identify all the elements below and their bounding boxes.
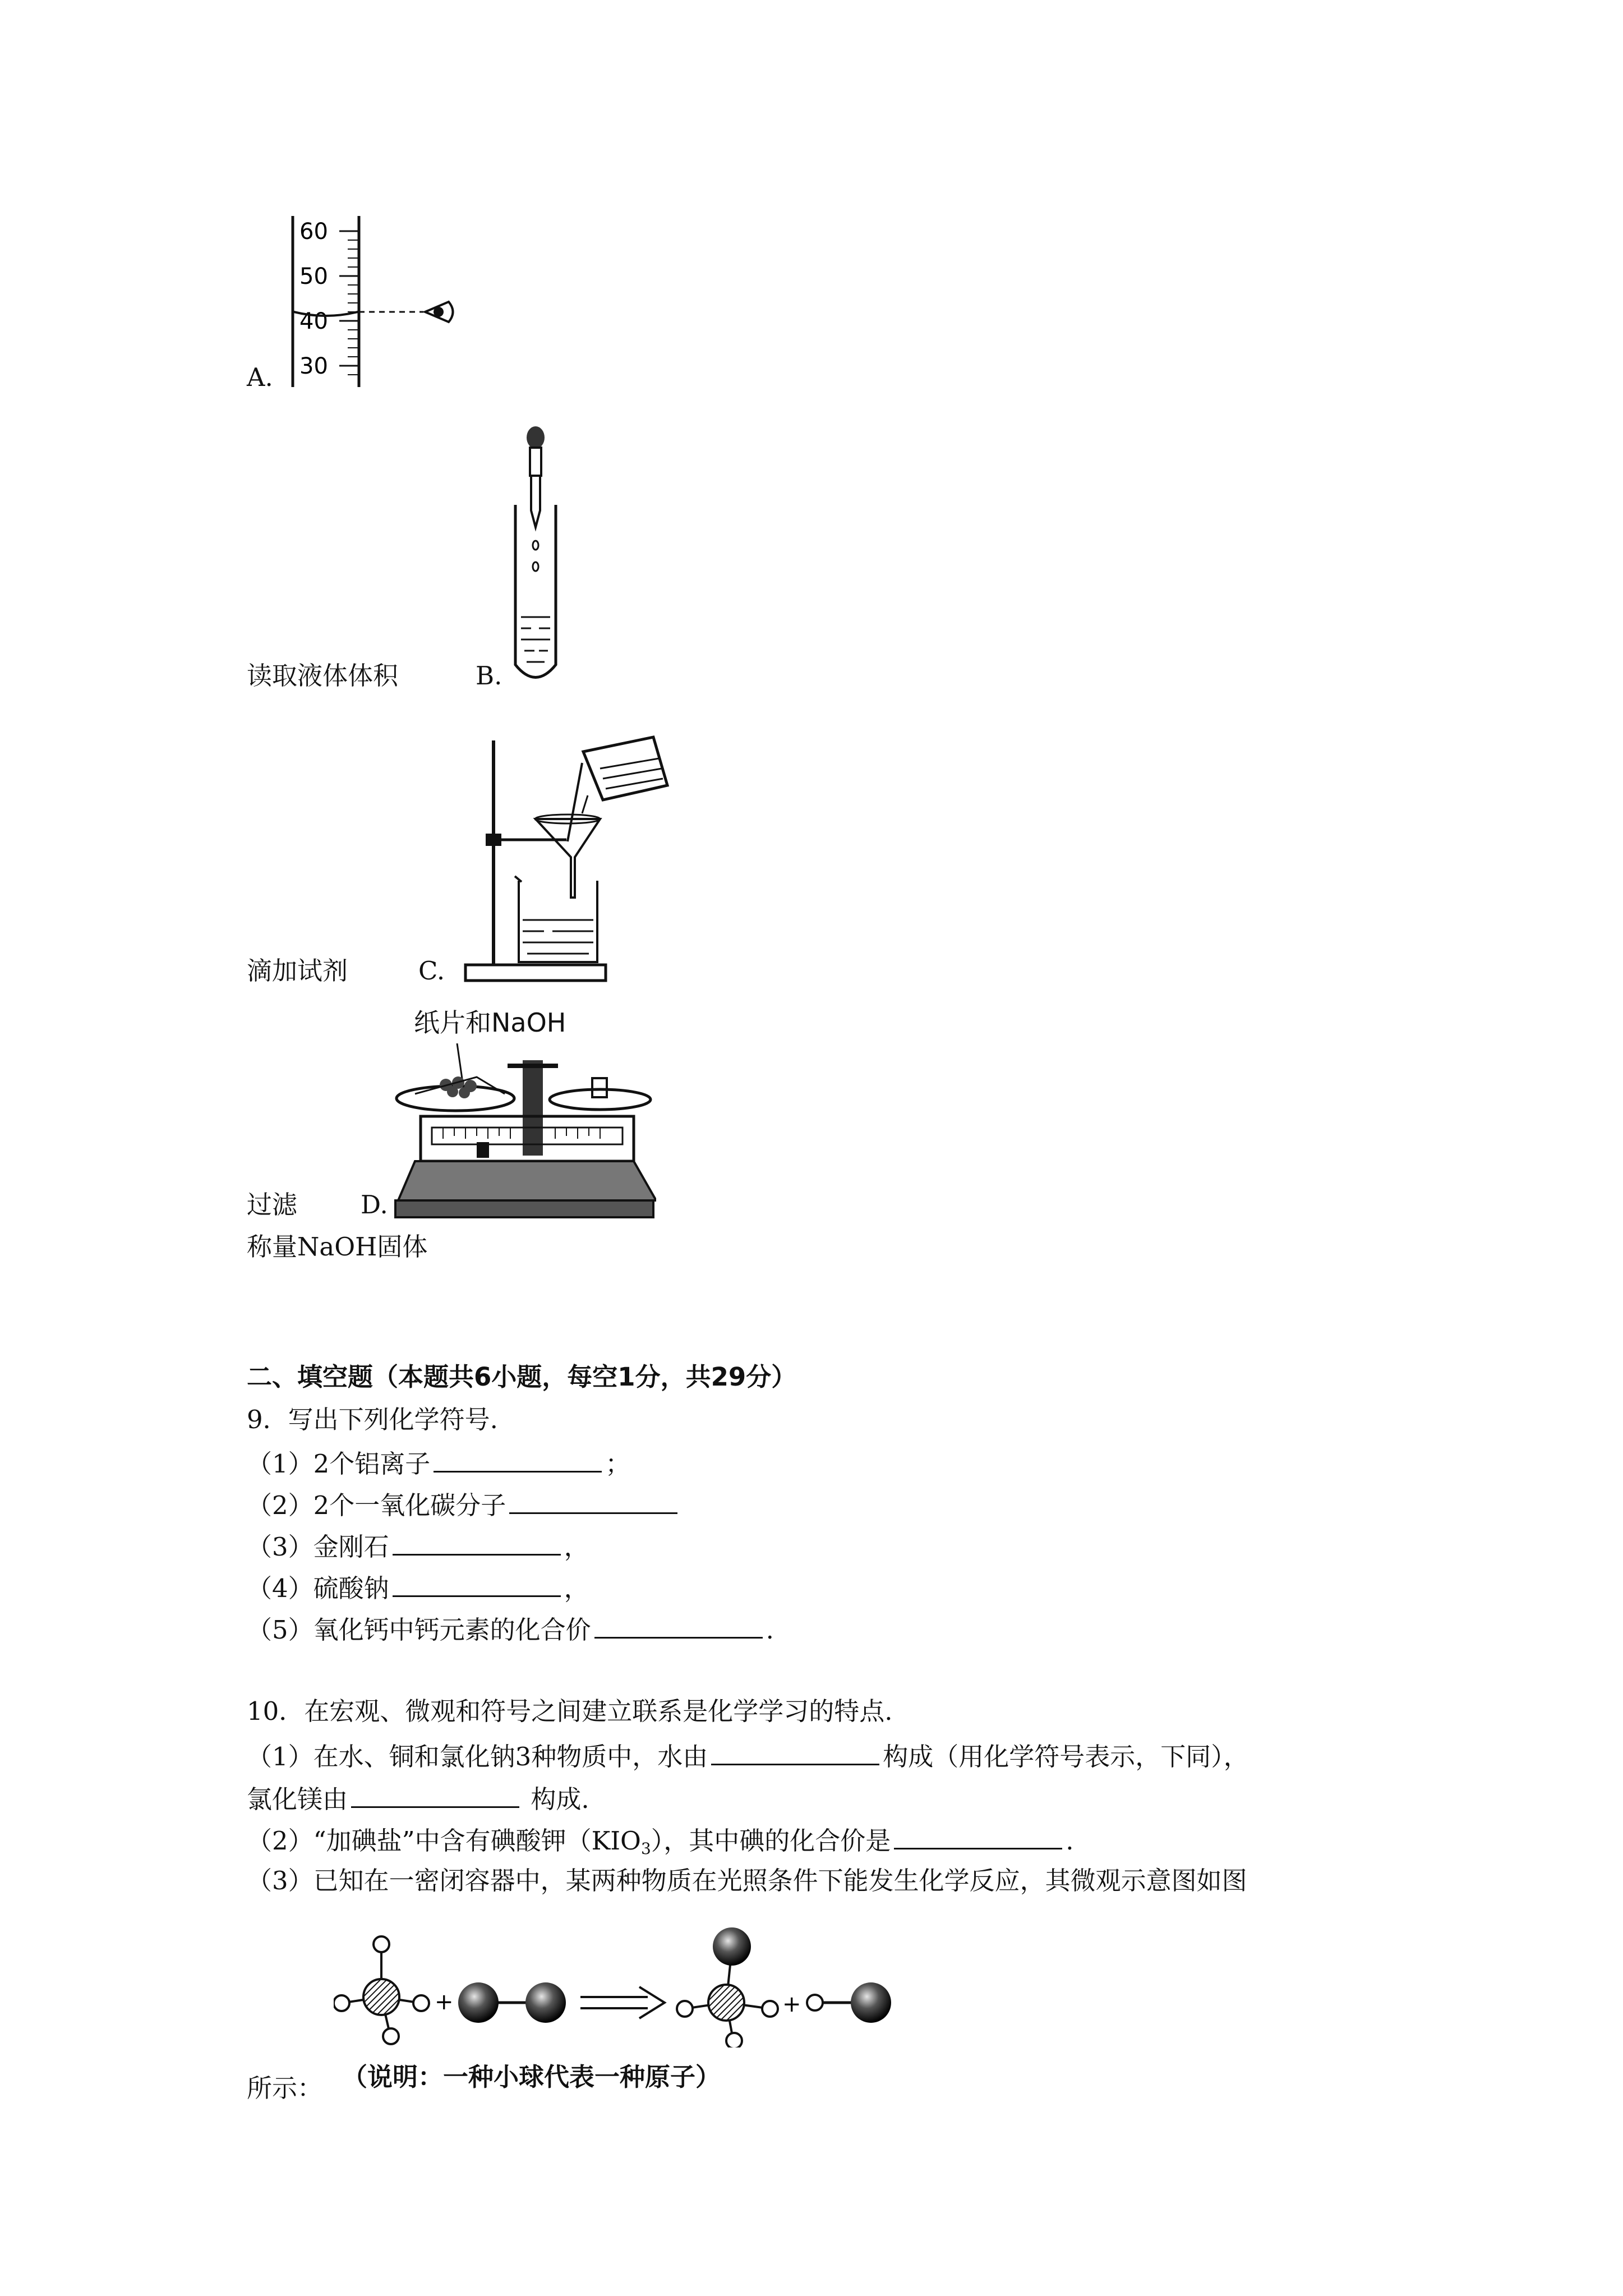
q9-item-3 bbox=[247, 1531, 589, 1562]
q10-part3-end: 所示： bbox=[247, 2073, 323, 2103]
q9-item-2-blank[interactable] bbox=[509, 1490, 677, 1514]
q10-part1-line1 bbox=[247, 1741, 1249, 1772]
q9-item-2 bbox=[247, 1490, 681, 1518]
q10-part2-text-a: （2）“加碘盐”中含有碘酸钾（KIO bbox=[247, 1826, 641, 1856]
q10-part1-text-c: 氯化镁由 bbox=[247, 1784, 348, 1814]
svg-text:+: + bbox=[435, 1989, 454, 2015]
section-heading: 二、填空题（本题共6小题，每空1分，共29分） bbox=[247, 1362, 797, 1392]
q9-item-4-suffix: ， bbox=[564, 1573, 589, 1603]
q9-item-4-blank[interactable] bbox=[393, 1573, 561, 1597]
tick-label-50: 50 bbox=[299, 264, 328, 289]
filtration-figure bbox=[460, 729, 673, 987]
q9-item-5-blank[interactable] bbox=[594, 1614, 763, 1639]
tick-label-60: 60 bbox=[299, 219, 328, 245]
q9-item-5 bbox=[247, 1614, 774, 1645]
q9-item-3-blank[interactable] bbox=[393, 1531, 561, 1556]
balance-figure bbox=[393, 1043, 656, 1223]
q9-item-1-blank[interactable] bbox=[434, 1448, 602, 1473]
q10-part1-line2 bbox=[247, 1784, 589, 1812]
q10-stem: 10．在宏观、微观和符号之间建立联系是化学学习的特点. bbox=[247, 1696, 893, 1726]
q9-item-3-suffix: ， bbox=[564, 1532, 589, 1562]
option-d-caption: 过滤 bbox=[247, 1190, 298, 1220]
q10-mgcl2-blank[interactable] bbox=[351, 1784, 519, 1808]
q9-item-5-text: （5）氧化钙中钙元素的化合价 bbox=[247, 1615, 591, 1645]
q9-item-3-text: （3）金刚石 bbox=[247, 1532, 389, 1562]
option-b-letter: B. bbox=[476, 661, 502, 691]
diagram-note: （说明：一种小球代表一种原子） bbox=[342, 2062, 721, 2092]
q10-part1-text-b: 构成（用化学符号表示，下同）， bbox=[883, 1742, 1249, 1772]
option-c-letter: C. bbox=[418, 956, 445, 986]
option-d-letter: D. bbox=[361, 1190, 388, 1220]
option-c-caption: 滴加试剂 bbox=[247, 956, 348, 986]
tick-label-30: 30 bbox=[299, 353, 328, 379]
q10-part1-text-a: （1）在水、铜和氯化钠3种物质中，水由 bbox=[247, 1742, 708, 1772]
eye-icon bbox=[425, 302, 453, 322]
q9-item-4 bbox=[247, 1573, 589, 1601]
q10-water-blank[interactable] bbox=[711, 1741, 879, 1765]
q10-part2-subscript: 3 bbox=[640, 1839, 651, 1858]
option-b-caption: 读取液体体积 bbox=[247, 661, 399, 691]
q9-item-2-text: （2）2个一氧化碳分子 bbox=[247, 1490, 506, 1520]
q10-part1-text-d: 构成. bbox=[523, 1784, 589, 1814]
reaction-diagram bbox=[334, 1924, 900, 2047]
q10-part2-text-b: ），其中碘的化合价是 bbox=[651, 1826, 891, 1856]
option-a-letter: A. bbox=[247, 362, 273, 392]
q10-part2 bbox=[247, 1825, 1074, 1857]
option-d-label: 称量NaOH固体 bbox=[247, 1232, 428, 1262]
q9-item-1 bbox=[247, 1448, 631, 1479]
svg-text:+: + bbox=[782, 1991, 801, 2017]
tick-label-40: 40 bbox=[299, 309, 328, 334]
q9-item-4-text: （4）硫酸钠 bbox=[247, 1573, 389, 1603]
q10-iodine-valence-blank[interactable] bbox=[894, 1825, 1062, 1849]
q9-item-1-text: （1）2个铝离子 bbox=[247, 1449, 431, 1479]
q10-part3: （3）已知在一密闭容器中，某两种物质在光照条件下能发生化学反应，其微观示意图如图 bbox=[247, 1866, 1247, 1895]
graduated-cylinder-figure bbox=[280, 213, 471, 393]
q9-stem: 9．写出下列化学符号. bbox=[247, 1405, 498, 1434]
dropper-test-tube-figure bbox=[508, 426, 564, 684]
balance-label: 纸片和NaOH bbox=[414, 1007, 566, 1038]
q9-item-1-suffix: ； bbox=[605, 1449, 631, 1479]
q10-part2-text-c: . bbox=[1066, 1826, 1074, 1856]
q9-item-5-suffix: . bbox=[766, 1615, 774, 1645]
